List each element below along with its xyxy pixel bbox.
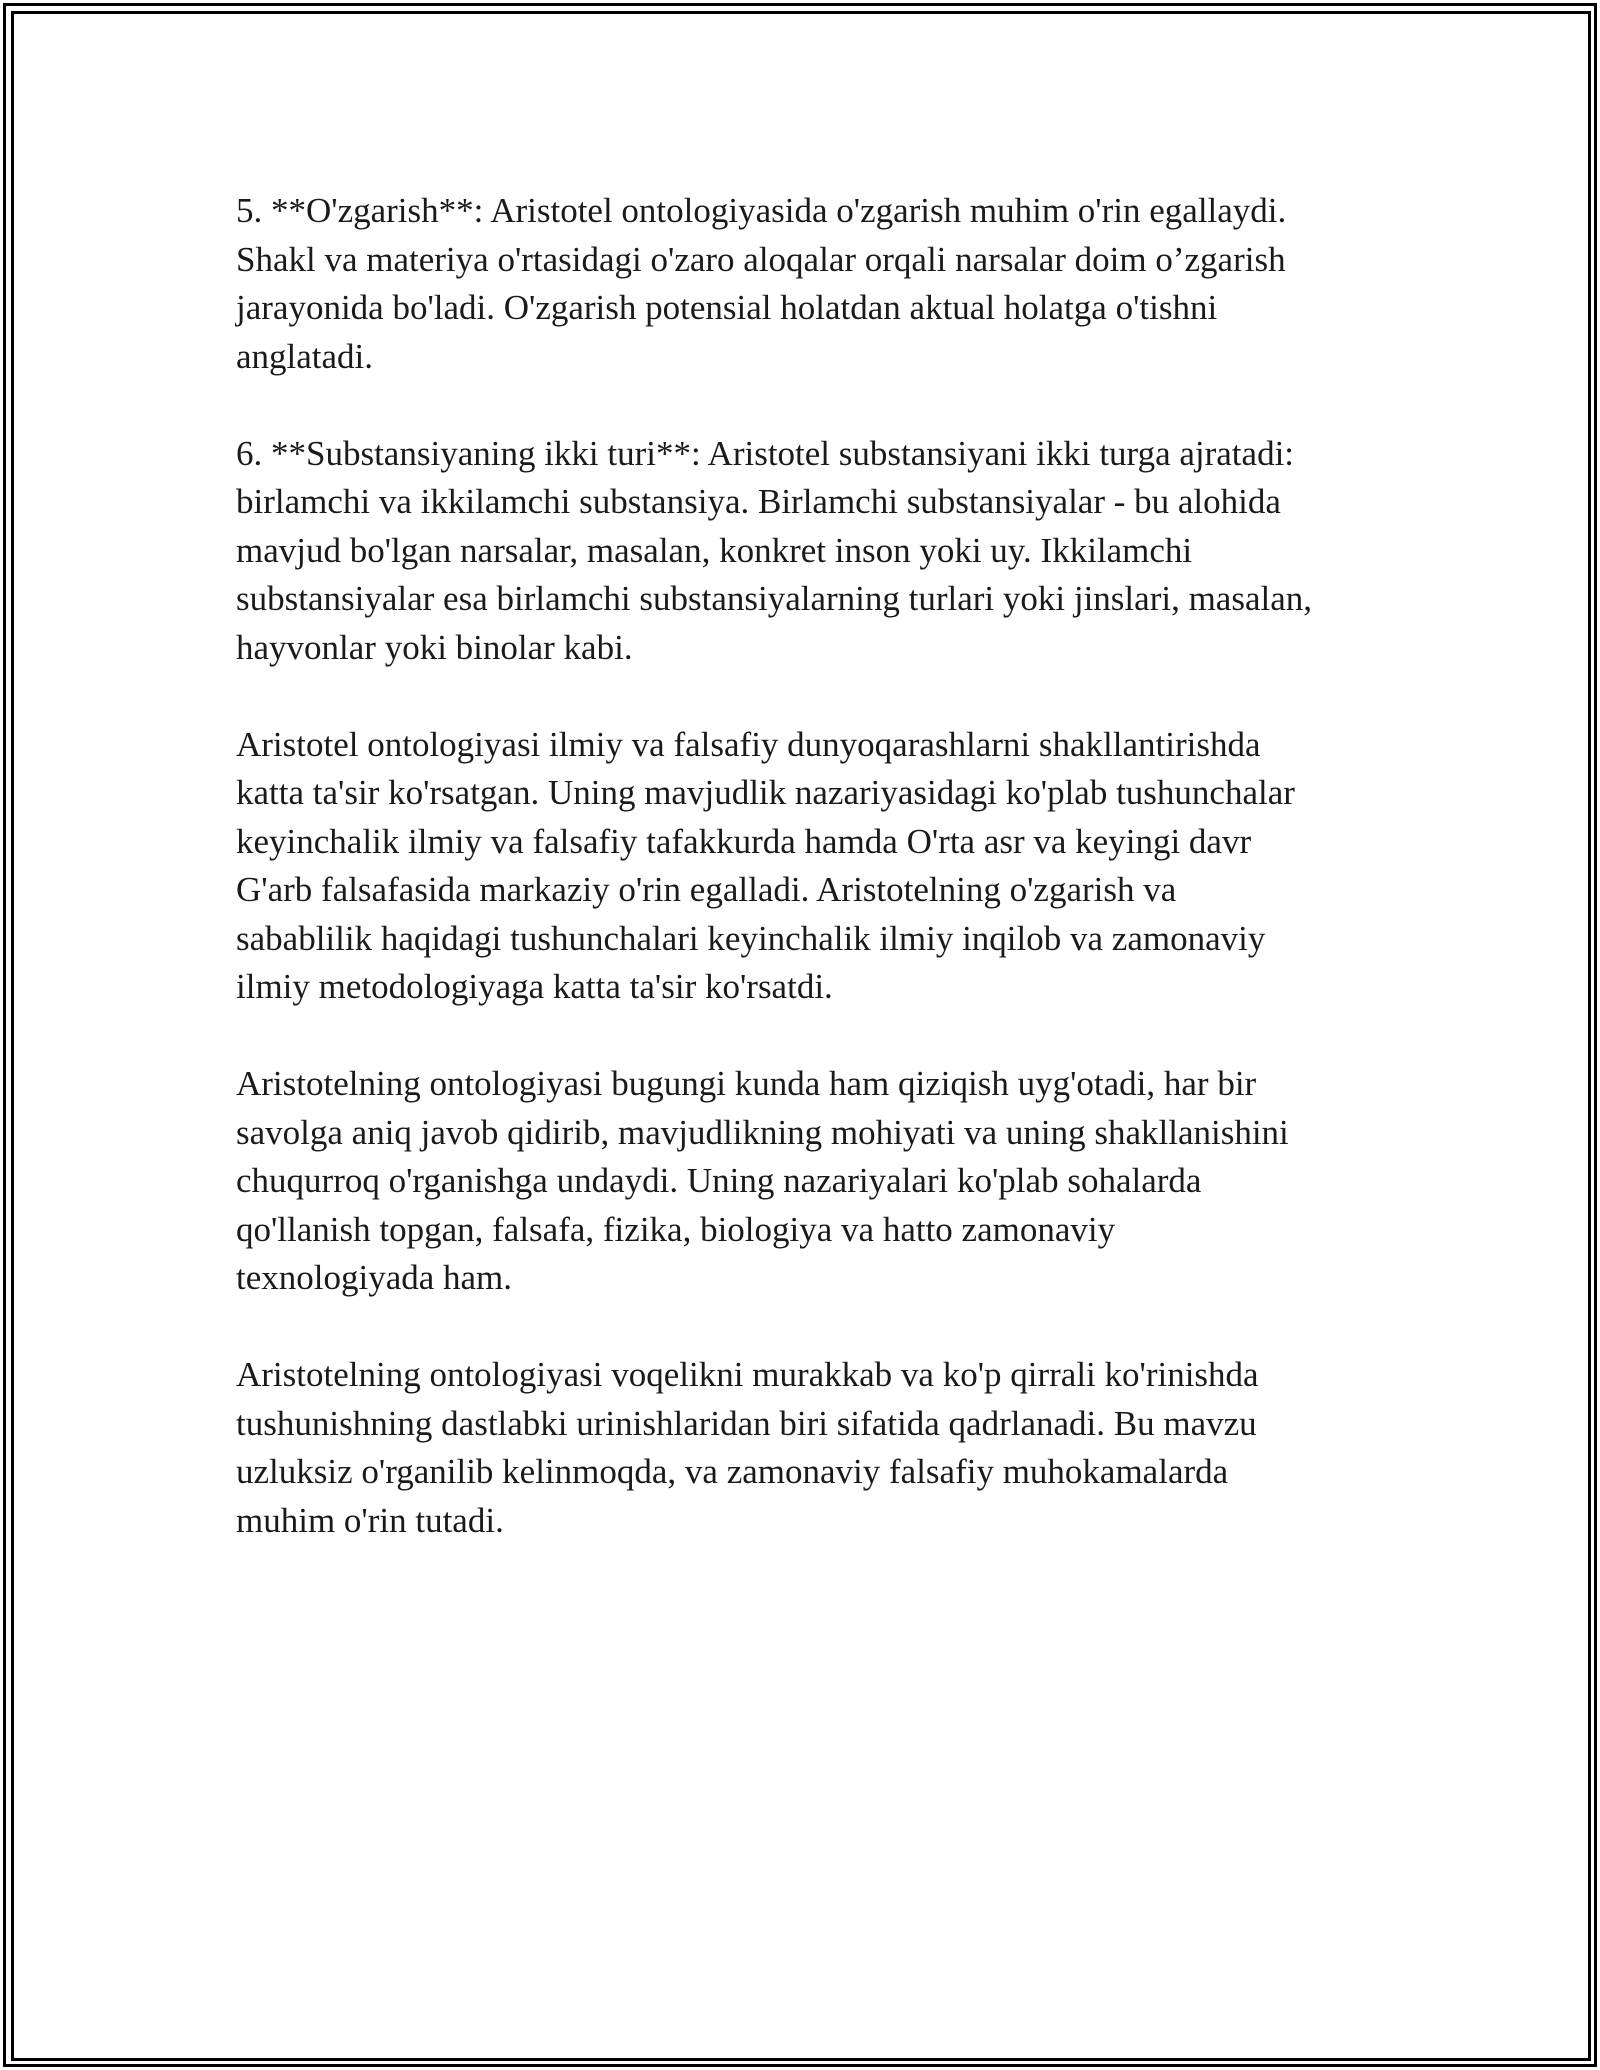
text-line: keyinchalik ilmiy va falsafiy tafakkurda hamda O'rta asr va keyingi davr bbox=[236, 821, 1252, 861]
text-line: anglatadi. bbox=[236, 336, 374, 376]
text-line: texnologiyada ham. bbox=[236, 1258, 513, 1297]
paragraph-conclusion bbox=[236, 1351, 1386, 1545]
text-line: Aristotelning ontologiyasi voqelikni murakkab va ko'p qirrali ko'rinishda bbox=[236, 1355, 1259, 1394]
text-line: muhim o'rin tutadi. bbox=[236, 1500, 504, 1540]
paragraph-influence bbox=[236, 721, 1386, 1012]
text-line: qo'llanish topgan, falsafa, fizika, biologiya va hatto zamonaviy bbox=[236, 1209, 1116, 1249]
text-line: 6. **Substansiyaning ikki turi**: Aristotel substansiyani ikki turga ajratadi: bbox=[236, 433, 1295, 473]
text-line: Aristotel ontologiyasi ilmiy va falsafiy dunyoqarashlarni shakllantirishda bbox=[236, 724, 1261, 764]
text-line: G'arb falsafasida markaziy o'rin egalladi. Aristotelning o'zgarish va bbox=[236, 870, 1177, 909]
text-line: mavjud bo'lgan narsalar, masalan, konkret inson yoki uy. Ikkilamchi bbox=[236, 530, 1193, 570]
text-line: birlamchi va ikkilamchi substansiya. Birlamchi substansiyalar - bu alohida bbox=[236, 482, 1281, 521]
text-line: 5. **O'zgarish**: Aristotel ontologiyasida o'zgarish muhim o'rin egallaydi. bbox=[236, 191, 1287, 230]
text-line: Aristotelning ontologiyasi bugungi kunda ham qiziqish uyg'otadi, har bir bbox=[236, 1064, 1257, 1103]
text-line: tushunishning dastlabki urinishlaridan biri sifatida qadrlanadi. Bu mavzu bbox=[236, 1403, 1257, 1443]
text-line: substansiyalar esa birlamchi substansiyalarning turlari yoki jinslari, masalan, bbox=[236, 579, 1312, 618]
text-line: katta ta'sir ko'rsatgan. Uning mavjudlik nazariyasidagi ko'plab tushunchalar bbox=[236, 773, 1295, 812]
text-line: jarayonida bo'ladi. O'zgarish potensial holatdan aktual holatga o'tishni bbox=[236, 288, 1218, 327]
text-line: uzluksiz o'rganilib kelinmoqda, va zamonaviy falsafiy muhokamalarda bbox=[236, 1452, 1229, 1491]
text-line: ilmiy metodologiyaga katta ta'sir ko'rsatdi. bbox=[236, 967, 833, 1006]
document-body bbox=[236, 187, 1386, 1594]
text-line: savolga aniq javob qidirib, mavjudlikning mohiyati va uning shakllanishini bbox=[236, 1112, 1289, 1152]
text-line: sabablilik haqidagi tushunchalari keyinchalik ilmiy inqilob va zamonaviy bbox=[236, 918, 1266, 958]
text-line: hayvonlar yoki binolar kabi. bbox=[236, 627, 633, 667]
paragraph-substansiya bbox=[236, 430, 1386, 673]
paragraph-ozgarish bbox=[236, 187, 1386, 381]
paragraph-relevance bbox=[236, 1060, 1386, 1303]
text-line: Shakl va materiya o'rtasidagi o'zaro aloqalar orqali narsalar doim o’zgarish bbox=[236, 239, 1286, 279]
text-line: chuqurroq o'rganishga undaydi. Uning nazariyalari ko'plab sohalarda bbox=[236, 1161, 1202, 1200]
